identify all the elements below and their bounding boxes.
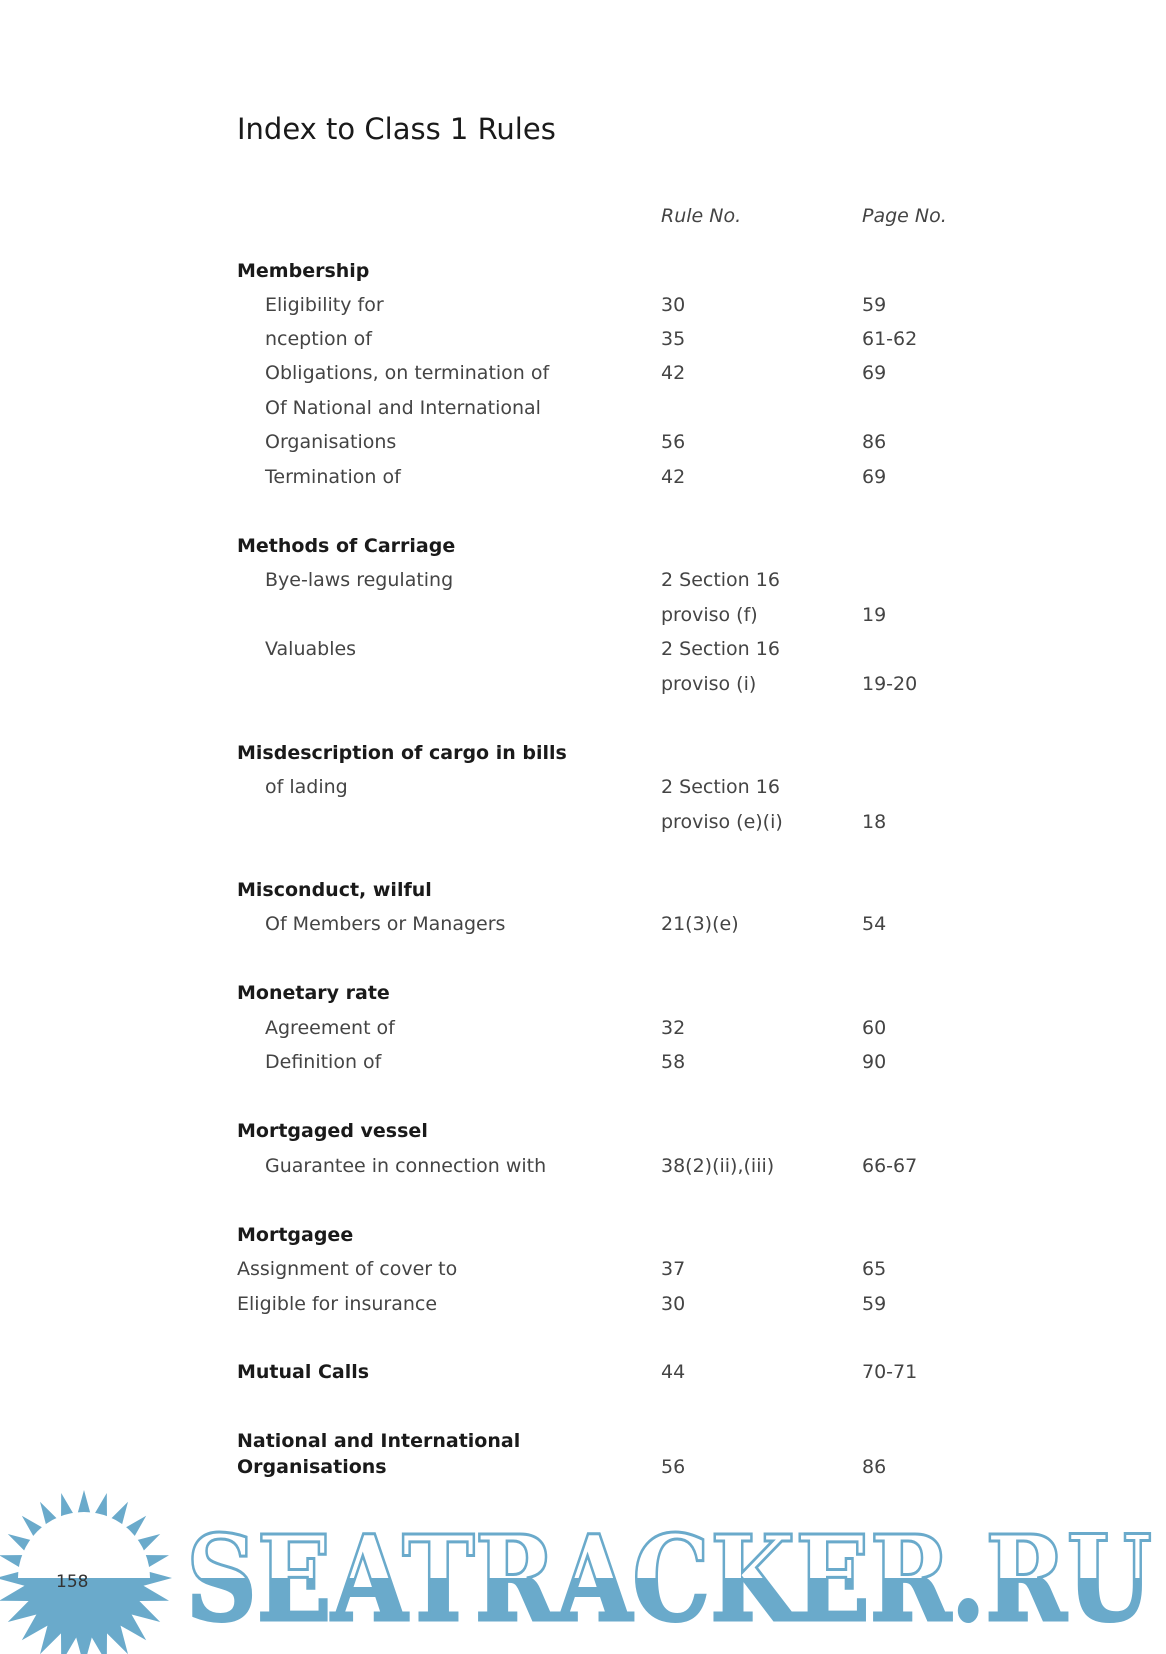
index-row (0, 981, 1166, 1007)
index-row (0, 775, 1166, 801)
page-number-cell: 60 (862, 1017, 887, 1039)
rule-number: 21(3)(e) (661, 913, 739, 935)
index-row (0, 396, 1166, 422)
page-number-cell: 69 (862, 362, 887, 384)
rule-number: 35 (661, 328, 686, 350)
entry-label: Of National and International (265, 397, 541, 419)
rule-number: 58 (661, 1051, 686, 1073)
entry-label: Membership (237, 260, 370, 282)
page-number-cell: 90 (862, 1051, 887, 1073)
page-number-cell: 59 (862, 1293, 887, 1315)
entry-label: of lading (265, 776, 348, 798)
entry-label: Mutual Calls (237, 1361, 370, 1383)
rule-no-header: Rule No. (661, 205, 742, 227)
page-title: Index to Class 1 Rules (237, 112, 556, 146)
entry-label: Agreement of (265, 1017, 395, 1039)
index-row (0, 465, 1166, 491)
page-number-cell: 86 (862, 1456, 887, 1478)
index-row (0, 1360, 1166, 1386)
entry-label: National and International (237, 1430, 521, 1452)
rule-number: 30 (661, 294, 686, 316)
rule-number: 44 (661, 1361, 686, 1383)
rule-number: 42 (661, 466, 686, 488)
entry-label: Eligible for insurance (237, 1293, 438, 1315)
page-number-cell: 65 (862, 1258, 887, 1280)
index-row (0, 534, 1166, 560)
entry-label: Organisations (265, 431, 397, 453)
entry-label: Mortgagee (237, 1224, 354, 1246)
page-number-cell: 66-67 (862, 1155, 918, 1177)
rule-number: 56 (661, 1456, 686, 1478)
index-row (0, 1429, 1166, 1455)
index-row (0, 1050, 1166, 1076)
page-number-cell: 19 (862, 604, 887, 626)
index-row (0, 293, 1166, 319)
entry-label: Of Members or Managers (265, 913, 506, 935)
index-row (0, 1257, 1166, 1283)
index-row (0, 1223, 1166, 1249)
index-row (0, 672, 1166, 698)
entry-label: Eligibility for (265, 294, 384, 316)
rule-number: 42 (661, 362, 686, 384)
entry-label: Guarantee in connection with (265, 1155, 547, 1177)
entry-label: Termination of (265, 466, 401, 488)
watermark-logo (0, 1480, 1166, 1654)
rule-number: proviso (e)(i) (661, 811, 783, 833)
index-row (0, 637, 1166, 663)
index-row (0, 361, 1166, 387)
entry-label: Definition of (265, 1051, 382, 1073)
index-row (0, 327, 1166, 353)
entry-label: Misdescription of cargo in bills (237, 742, 567, 764)
page-number-cell: 69 (862, 466, 887, 488)
rule-number: 56 (661, 431, 686, 453)
page-number-cell: 19-20 (862, 673, 918, 695)
page-no-header: Page No. (862, 205, 947, 227)
index-row (0, 810, 1166, 836)
page-number-cell: 70-71 (862, 1361, 918, 1383)
watermark-text: SEATRACKER.RU (186, 1509, 1152, 1648)
index-row (0, 1455, 1166, 1481)
page-number: 158 (56, 1572, 89, 1592)
page-number-cell: 54 (862, 913, 887, 935)
entry-label: Obligations, on termination of (265, 362, 550, 384)
index-row (0, 1292, 1166, 1318)
page-number-cell: 59 (862, 294, 887, 316)
index-row (0, 259, 1166, 285)
entry-label: Bye-laws regulating (265, 569, 454, 591)
index-row (0, 1119, 1166, 1145)
rule-number: 37 (661, 1258, 686, 1280)
index-row (0, 1154, 1166, 1180)
entry-label: nception of (265, 328, 372, 350)
entry-label: Monetary rate (237, 982, 390, 1004)
entry-label: Organisations (237, 1456, 387, 1478)
rule-number: 2 Section 16 (661, 569, 780, 591)
rule-number: 2 Section 16 (661, 776, 780, 798)
index-row (0, 603, 1166, 629)
index-row (0, 741, 1166, 767)
rule-number: 30 (661, 1293, 686, 1315)
entry-label: Misconduct, wilful (237, 879, 432, 901)
page-number-cell: 18 (862, 811, 887, 833)
rule-number: 2 Section 16 (661, 638, 780, 660)
entry-label: Assignment of cover to (237, 1258, 458, 1280)
index-row (0, 912, 1166, 938)
index-row (0, 430, 1166, 456)
page-number-cell: 61-62 (862, 328, 918, 350)
index-row (0, 1016, 1166, 1042)
entry-label: Methods of Carriage (237, 535, 456, 557)
page-number-cell: 86 (862, 431, 887, 453)
index-row (0, 568, 1166, 594)
rule-number: 38(2)(ii),(iii) (661, 1155, 775, 1177)
entry-label: Mortgaged vessel (237, 1120, 428, 1142)
rule-number: proviso (f) (661, 604, 758, 626)
index-row (0, 878, 1166, 904)
rule-number: proviso (i) (661, 673, 757, 695)
rule-number: 32 (661, 1017, 686, 1039)
entry-label: Valuables (265, 638, 357, 660)
